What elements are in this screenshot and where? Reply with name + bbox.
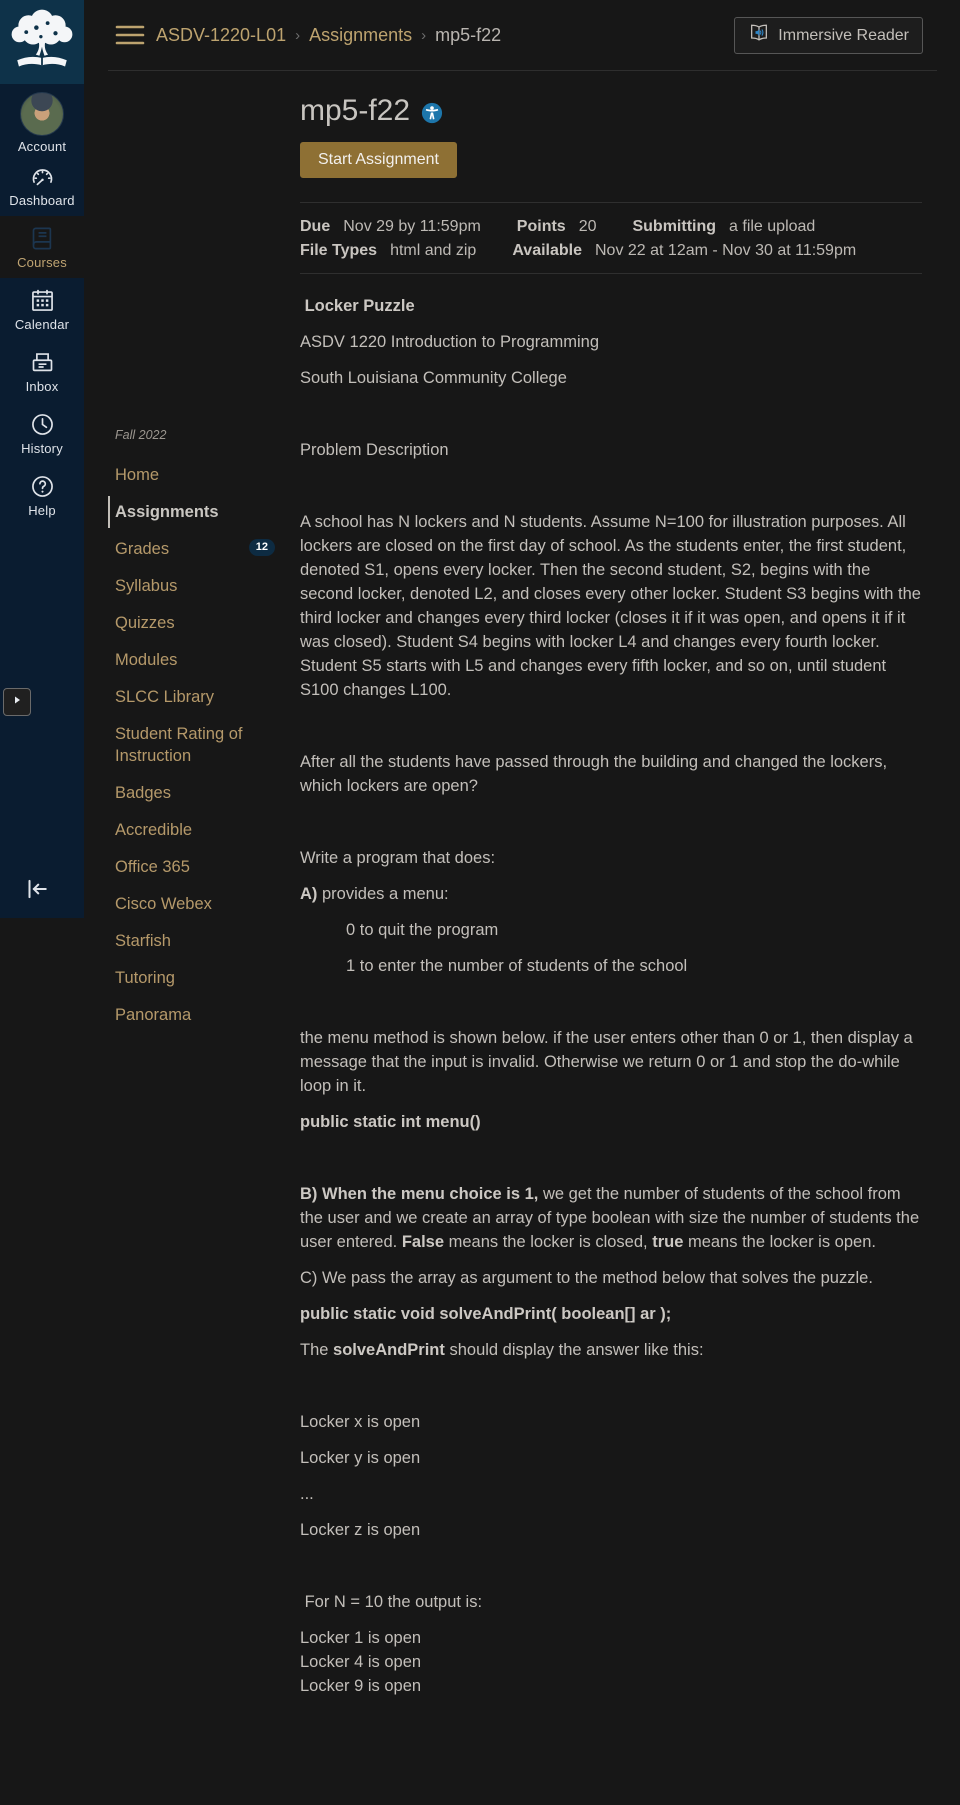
blank-line <box>300 474 922 498</box>
global-nav-item-dashboard[interactable] <box>0 154 84 216</box>
global-nav-items <box>0 84 84 526</box>
blank-line <box>300 1146 922 1170</box>
paragraph: A) provides a menu: <box>300 885 449 903</box>
course-nav-item-starfish[interactable]: Starfish <box>115 932 171 950</box>
hamburger-menu-icon[interactable] <box>115 24 145 46</box>
paragraph: The solveAndPrint should display the answer like this: <box>300 1341 704 1359</box>
detail-row <box>300 215 922 239</box>
blank-line <box>300 990 922 1014</box>
detail-label: Available <box>512 242 582 259</box>
global-nav-label: History <box>21 440 63 456</box>
blank-line <box>300 1554 922 1578</box>
start-assignment-button[interactable]: Start Assignment <box>300 142 457 178</box>
blank-line <box>300 714 922 738</box>
detail-file-types <box>300 239 476 263</box>
detail-due <box>300 215 481 239</box>
immersive-reader-button[interactable] <box>734 17 923 54</box>
global-nav-item-courses[interactable] <box>0 216 84 278</box>
breadcrumb-item-asdv-1220-l01[interactable]: ASDV-1220-L01 <box>156 24 287 45</box>
course-nav-item-syllabus[interactable]: Syllabus <box>115 577 178 595</box>
global-nav-item-calendar[interactable] <box>0 278 84 340</box>
detail-value: 20 <box>578 218 597 235</box>
course-nav <box>115 428 295 1041</box>
blank-line <box>300 1374 922 1398</box>
paragraph: 0 to quit the program <box>346 921 499 939</box>
course-nav-item-badges[interactable]: Badges <box>115 784 171 802</box>
paragraph: Locker x is open <box>300 1413 421 1431</box>
immersive-reader-book-speaker-icon <box>748 22 770 49</box>
detail-label: Points <box>516 218 566 235</box>
user-avatar <box>20 92 64 136</box>
paragraph: Locker y is open <box>300 1449 421 1467</box>
collapse-left-arrow-icon <box>22 891 52 908</box>
global-nav-item-help[interactable] <box>0 464 84 526</box>
slcc-logo[interactable] <box>0 0 84 84</box>
global-nav-label: Dashboard <box>9 192 75 208</box>
detail-label: File Types <box>300 242 378 259</box>
detail-value: Nov 29 by 11:59pm <box>343 218 481 235</box>
course-nav-item-student-rating-of-instruction[interactable]: Student Rating of Instruction <box>115 725 243 765</box>
assignment-main <box>300 70 922 1710</box>
paragraph: public static int menu() <box>300 1113 481 1131</box>
detail-label: Due <box>300 218 331 235</box>
paragraph: the menu method is shown below. if the user enters other than 0 or 1, then display a message that the input is invalid. Otherwise we return 0 or 1 and stop the do-while loop in it. <box>300 1029 913 1095</box>
book-icon <box>29 225 56 252</box>
gauge-icon <box>29 163 56 190</box>
paragraph: South Louisiana Community College <box>300 369 567 387</box>
question-icon <box>29 473 56 500</box>
breadcrumb-bar <box>84 0 960 70</box>
blank-line <box>300 810 922 834</box>
global-nav-label: Account <box>17 139 67 154</box>
accessibility-icon[interactable] <box>421 102 443 124</box>
paragraph: 1 to enter the number of students of the school <box>346 957 688 975</box>
page-title: mp5-f22 <box>300 94 411 127</box>
course-nav-item-tutoring[interactable]: Tutoring <box>115 969 175 987</box>
paragraph: Locker z is open <box>300 1521 421 1539</box>
paragraph: A school has N lockers and N students. Assume N=100 for illustration purposes. All lockers are closed on the first day of school. As the students enter, the first student, denoted S1, opens every locker. Then the second student, S2, begins with the second locker, denoted L2, and closes every other locker. Student S3 begins with the third locker and changes every third locker (closes it if it was open, and opens it if it was closed). Student S4 begins with locker L4 and changes every fourth locker. Student S5 starts with L5 and changes every fifth locker, and so on, until student S100 changes L100. <box>300 513 921 699</box>
paragraph: For N = 10 the output is: <box>300 1593 483 1611</box>
detail-value: a file upload <box>729 218 816 235</box>
detail-row <box>300 239 922 263</box>
breadcrumb-item-mp5-f22: mp5-f22 <box>435 24 502 45</box>
play-arrow-icon <box>11 693 23 711</box>
inbox-icon <box>29 349 56 376</box>
paragraph: B) When the menu choice is 1, we get the number of students of the school from the user and we create an array of type boolean with size the number of students the user entered. False means the locker is closed, true means the locker is open. <box>300 1185 920 1251</box>
detail-value: Nov 22 at 12am - Nov 30 at 11:59pm <box>595 242 857 259</box>
course-nav-item-cisco-webex[interactable]: Cisco Webex <box>115 895 212 913</box>
grades-count-badge: 12 <box>249 539 275 556</box>
breadcrumb-separator: › <box>421 26 427 44</box>
global-nav-item-history[interactable] <box>0 402 84 464</box>
global-nav-label: Calendar <box>14 316 70 332</box>
paragraph: Write a program that does: <box>300 849 496 867</box>
breadcrumb-separator: › <box>295 26 301 44</box>
calendar-icon <box>29 287 56 314</box>
course-nav-item-grades[interactable]: Grades 12 <box>115 538 295 560</box>
detail-points <box>517 215 597 239</box>
course-term-label: Fall 2022 <box>115 428 167 442</box>
global-nav-sidebar <box>0 0 84 918</box>
detail-available <box>512 239 856 263</box>
paragraph: Locker Puzzle <box>300 297 415 315</box>
paragraph: ASDV 1220 Introduction to Programming <box>300 333 599 351</box>
course-nav-item-accredible[interactable]: Accredible <box>115 821 193 839</box>
detail-value: html and zip <box>390 242 477 259</box>
global-nav-item-account[interactable] <box>0 92 84 154</box>
course-nav-list <box>115 464 295 1026</box>
breadcrumb-item-assignments[interactable]: Assignments <box>309 24 413 45</box>
course-nav-expander-button[interactable] <box>3 688 31 716</box>
clock-icon <box>29 411 56 438</box>
paragraph: Locker 1 is open Locker 4 is open Locker 9 is open <box>300 1629 422 1695</box>
assignment-description <box>300 294 922 1698</box>
paragraph: Problem Description <box>300 441 449 459</box>
course-nav-item-office-365[interactable]: Office 365 <box>115 858 190 876</box>
global-nav-label: Help <box>28 502 56 518</box>
global-nav-label: Inbox <box>25 378 59 394</box>
collapse-sidebar-button[interactable] <box>22 874 52 904</box>
breadcrumb <box>156 25 501 46</box>
global-nav-label: Courses <box>17 254 67 270</box>
course-nav-item-modules[interactable]: Modules <box>115 651 178 669</box>
blank-line <box>300 402 922 426</box>
detail-label: Submitting <box>632 218 717 235</box>
paragraph: public static void solveAndPrint( boolean[] ar ); <box>300 1305 672 1323</box>
course-nav-item-slcc-library[interactable]: SLCC Library <box>115 688 215 706</box>
assignment-details <box>300 203 922 273</box>
detail-submitting <box>632 215 815 239</box>
paragraph: After all the students have passed through the building and changed the lockers, which lockers are open? <box>300 753 888 795</box>
paragraph: ... <box>300 1485 314 1503</box>
course-nav-item-quizzes[interactable]: Quizzes <box>115 614 175 632</box>
course-nav-item-assignments[interactable]: Assignments <box>115 501 295 523</box>
divider <box>300 273 922 274</box>
paragraph: C) We pass the array as argument to the method below that solves the puzzle. <box>300 1269 873 1287</box>
course-nav-item-home[interactable]: Home <box>115 466 160 484</box>
global-nav-item-inbox[interactable] <box>0 340 84 402</box>
course-nav-item-panorama[interactable]: Panorama <box>115 1006 192 1024</box>
oak-tree-logo-icon <box>6 4 78 81</box>
immersive-reader-label: Immersive Reader <box>778 26 909 44</box>
